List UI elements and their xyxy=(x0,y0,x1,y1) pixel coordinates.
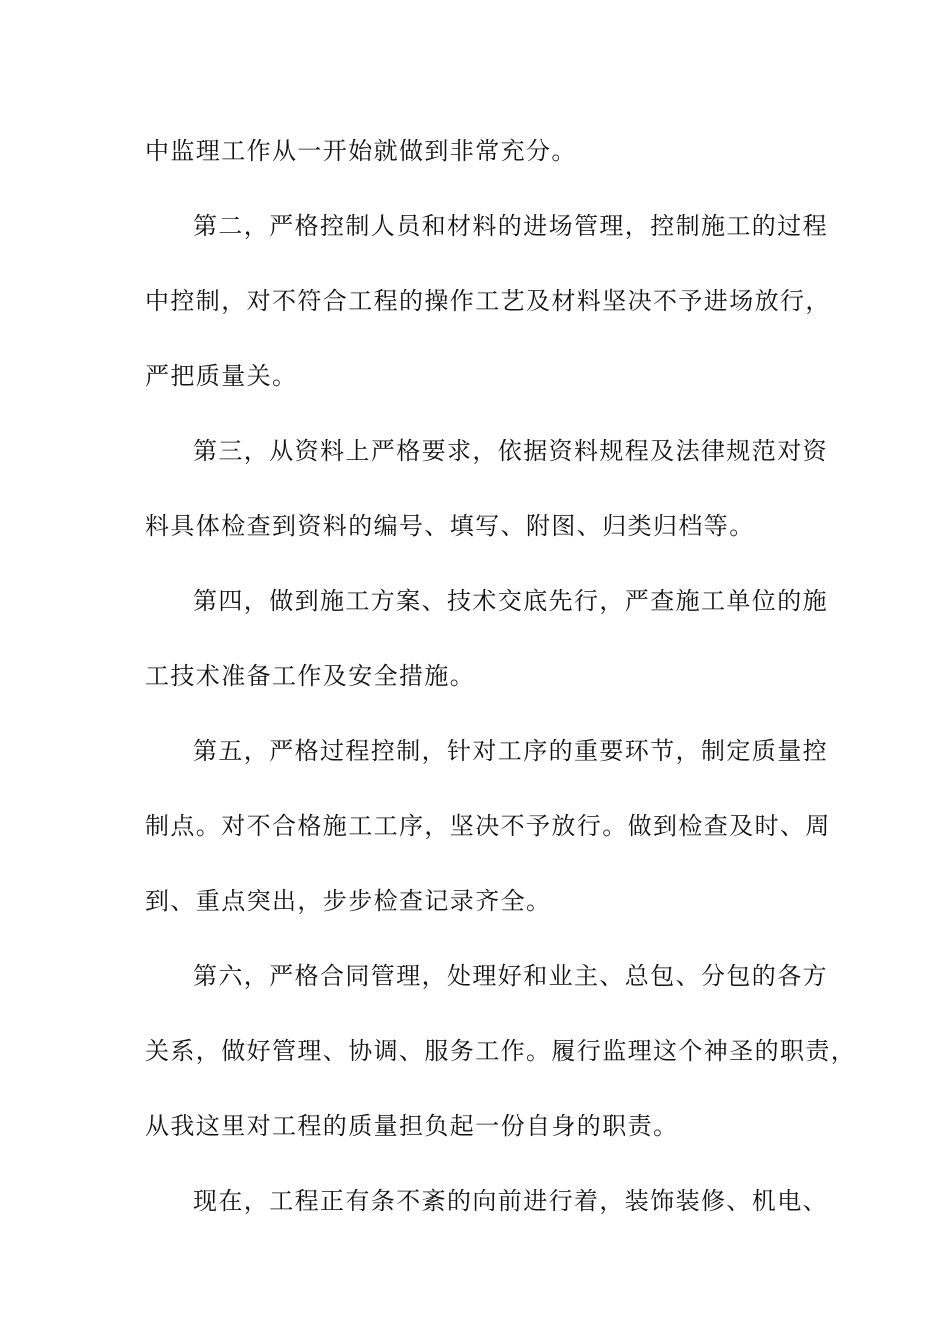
text-line-12: 第六，严格合同管理，处理好和业主、总包、分包的各方 xyxy=(193,962,828,990)
text-line-15: 现在，工程正有条不紊的向前进行着，装饰装修、机电、 xyxy=(193,1187,828,1215)
text-line-2: 第二，严格控制人员和材料的进场管理，控制施工的过程 xyxy=(193,212,828,240)
text-line-7: 第四，做到施工方案、技术交底先行，严查施工单位的施 xyxy=(193,587,828,615)
text-line-5: 第三，从资料上严格要求，依据资料规程及法律规范对资 xyxy=(193,437,828,465)
text-line-3: 中控制，对不符合工程的操作工艺及材料坚决不予进场放行， xyxy=(145,287,831,315)
text-line-6: 料具体检查到资料的编号、填写、附图、归类归档等。 xyxy=(145,512,755,540)
text-line-8: 工技术准备工作及安全措施。 xyxy=(145,662,476,690)
text-line-13: 关系，做好管理、协调、服务工作。履行监理这个神圣的职责， xyxy=(145,1037,857,1065)
text-line-1: 中监理工作从一开始就做到非常充分。 xyxy=(145,137,577,165)
text-line-14: 从我这里对工程的质量担负起一份自身的职责。 xyxy=(145,1112,679,1140)
text-line-9: 第五，严格过程控制，针对工序的重要环节，制定质量控 xyxy=(193,737,828,765)
text-line-10: 制点。对不合格施工工序，坚决不予放行。做到检查及时、周 xyxy=(145,812,831,840)
text-line-4: 严把质量关。 xyxy=(145,362,298,390)
text-line-11: 到、重点突出，步步检查记录齐全。 xyxy=(145,887,552,915)
